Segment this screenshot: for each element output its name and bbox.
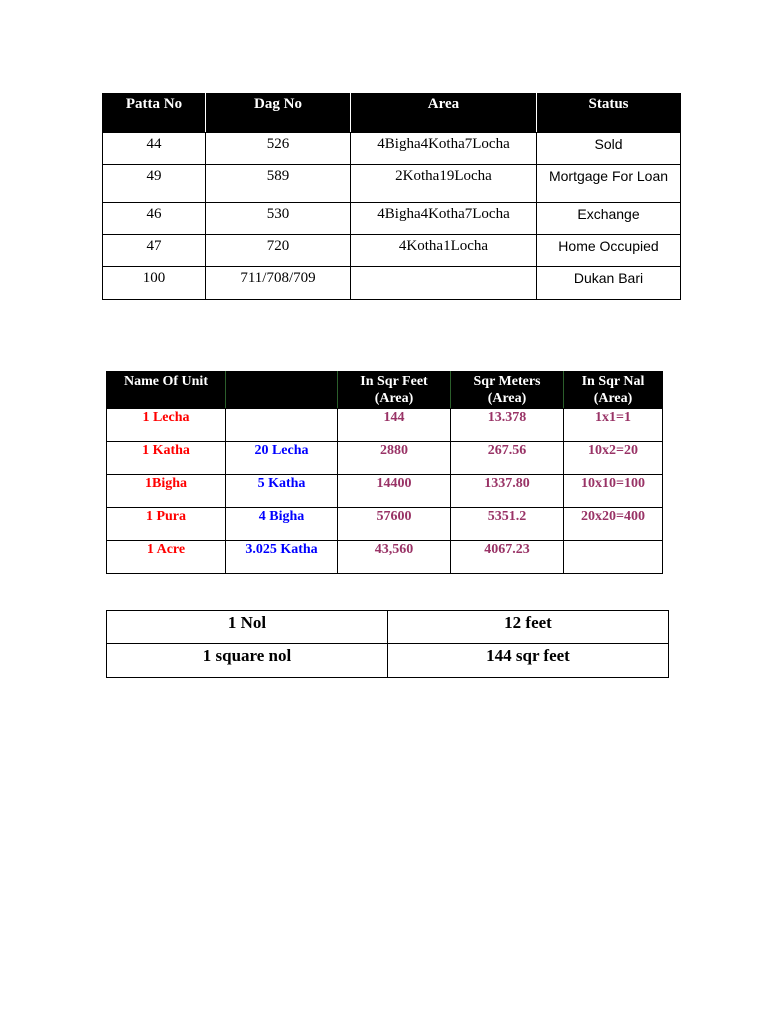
cell-unit: 1 Katha (107, 442, 226, 475)
table-row (103, 203, 681, 235)
table-row (107, 442, 663, 475)
cell-status: Home Occupied (537, 235, 681, 267)
table-row (103, 235, 681, 267)
header-name-of-unit: Name Of Unit (107, 372, 226, 409)
cell-equivalent (226, 409, 338, 442)
cell-equivalent: 5 Katha (226, 475, 338, 508)
header-sqr-nal: In Sqr Nal (Area) (564, 372, 663, 409)
cell-sqm: 1337.80 (451, 475, 564, 508)
table-row (103, 165, 681, 203)
cell-patta: 44 (103, 133, 206, 165)
cell-patta: 46 (103, 203, 206, 235)
cell-sqft: 14400 (338, 475, 451, 508)
table-row (107, 644, 669, 678)
nol-conversion-table (106, 610, 669, 678)
cell-patta: 100 (103, 267, 206, 300)
cell-unit: 1 Lecha (107, 409, 226, 442)
unit-header-row (107, 372, 663, 409)
cell-sqft: 2880 (338, 442, 451, 475)
cell-status: Exchange (537, 203, 681, 235)
cell-dag: 720 (206, 235, 351, 267)
cell-sqnal: 10x10=100 (564, 475, 663, 508)
cell-unit: 1Bigha (107, 475, 226, 508)
cell-dag: 711/708/709 (206, 267, 351, 300)
cell-nol-value: 144 sqr feet (388, 644, 669, 678)
cell-patta: 47 (103, 235, 206, 267)
cell-area: 4Bigha4Kotha7Locha (351, 203, 537, 235)
table-row (107, 611, 669, 644)
table-row (107, 541, 663, 574)
cell-sqnal: 10x2=20 (564, 442, 663, 475)
cell-status: Dukan Bari (537, 267, 681, 300)
cell-sqft: 144 (338, 409, 451, 442)
header-patta-no: Patta No (103, 94, 206, 133)
cell-area: 2Kotha19Locha (351, 165, 537, 203)
cell-dag: 530 (206, 203, 351, 235)
cell-sqm: 5351.2 (451, 508, 564, 541)
cell-unit: 1 Acre (107, 541, 226, 574)
unit-conversion-table (106, 371, 663, 574)
cell-status: Sold (537, 133, 681, 165)
header-dag-no: Dag No (206, 94, 351, 133)
cell-area: 4Bigha4Kotha7Locha (351, 133, 537, 165)
table-row (107, 409, 663, 442)
header-area: Area (351, 94, 537, 133)
table-row (103, 267, 681, 300)
header-status: Status (537, 94, 681, 133)
table-row (107, 475, 663, 508)
cell-nol-value: 12 feet (388, 611, 669, 644)
cell-sqft: 43,560 (338, 541, 451, 574)
header-sqr-meters: Sqr Meters (Area) (451, 372, 564, 409)
cell-nol-unit: 1 square nol (107, 644, 388, 678)
cell-sqft: 57600 (338, 508, 451, 541)
header-sqr-feet: In Sqr Feet (Area) (338, 372, 451, 409)
table-row (107, 508, 663, 541)
cell-sqnal: 20x20=400 (564, 508, 663, 541)
cell-dag: 526 (206, 133, 351, 165)
cell-equivalent: 3.025 Katha (226, 541, 338, 574)
cell-sqnal (564, 541, 663, 574)
cell-unit: 1 Pura (107, 508, 226, 541)
cell-area: 4Kotha1Locha (351, 235, 537, 267)
land-records-table (102, 93, 681, 300)
cell-sqnal: 1x1=1 (564, 409, 663, 442)
land-records-header-row (103, 94, 681, 133)
cell-patta: 49 (103, 165, 206, 203)
cell-equivalent: 20 Lecha (226, 442, 338, 475)
cell-sqm: 267.56 (451, 442, 564, 475)
table-row (103, 133, 681, 165)
cell-sqm: 13.378 (451, 409, 564, 442)
cell-area (351, 267, 537, 300)
cell-equivalent: 4 Bigha (226, 508, 338, 541)
cell-status: Mortgage For Loan (537, 165, 681, 203)
cell-nol-unit: 1 Nol (107, 611, 388, 644)
cell-sqm: 4067.23 (451, 541, 564, 574)
header-equivalent (226, 372, 338, 409)
cell-dag: 589 (206, 165, 351, 203)
